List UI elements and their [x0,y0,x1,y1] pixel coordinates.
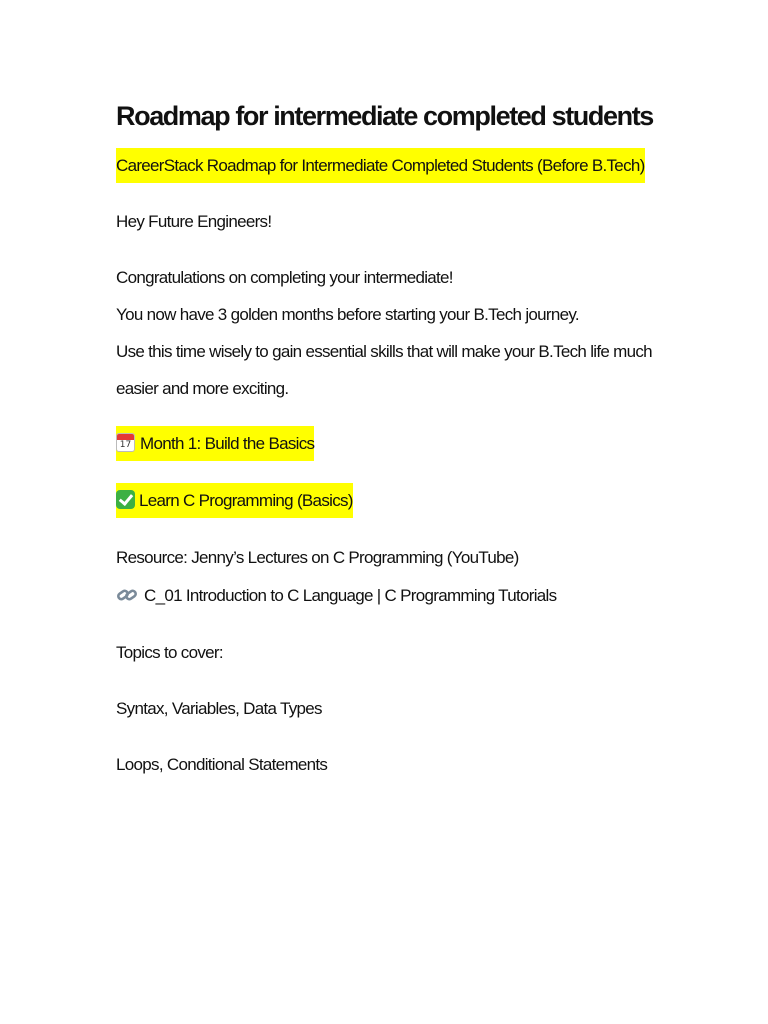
topics-heading: Topics to cover: [116,643,223,662]
intro-line: You now have 3 golden months before starting your B.Tech journey. [116,305,579,324]
page-title: Roadmap for intermediate completed students [116,101,653,131]
month-1-label: Month 1: Build the Basics [140,434,315,453]
learn-c-highlight [116,483,353,518]
month-1-heading [116,425,656,463]
intro-paragraph [116,259,656,407]
video-link[interactable]: C_01 Introduction to C Language | C Programming Tutorials [144,586,557,605]
intro-line: Congratulations on completing your intermediate! [116,268,453,287]
resource-line [116,539,656,615]
intro-line: Use this time wisely to gain essential skills that will make your B.Tech life much easier and more exciting. [116,342,652,398]
month-1-highlight [116,426,314,461]
document-content [116,88,656,784]
subtitle-highlight: CareerStack Roadmap for Intermediate Completed Students (Before B.Tech) [116,148,645,183]
resource-text: Resource: Jenny’s Lectures on C Programming (YouTube) [116,548,519,567]
topic-item: Syntax, Variables, Data Types [116,699,322,718]
calendar-icon [116,433,135,452]
subtitle-block [116,147,656,185]
calendar-date: 17 [119,440,132,450]
topic-item: Loops, Conditional Statements [116,755,328,774]
greeting: Hey Future Engineers! [116,212,272,231]
link-icon [116,580,138,598]
link-icon-svg [116,586,138,604]
learn-c-heading [116,482,656,520]
check-mark-icon [116,490,135,509]
learn-c-label: Learn C Programming (Basics) [139,491,353,510]
